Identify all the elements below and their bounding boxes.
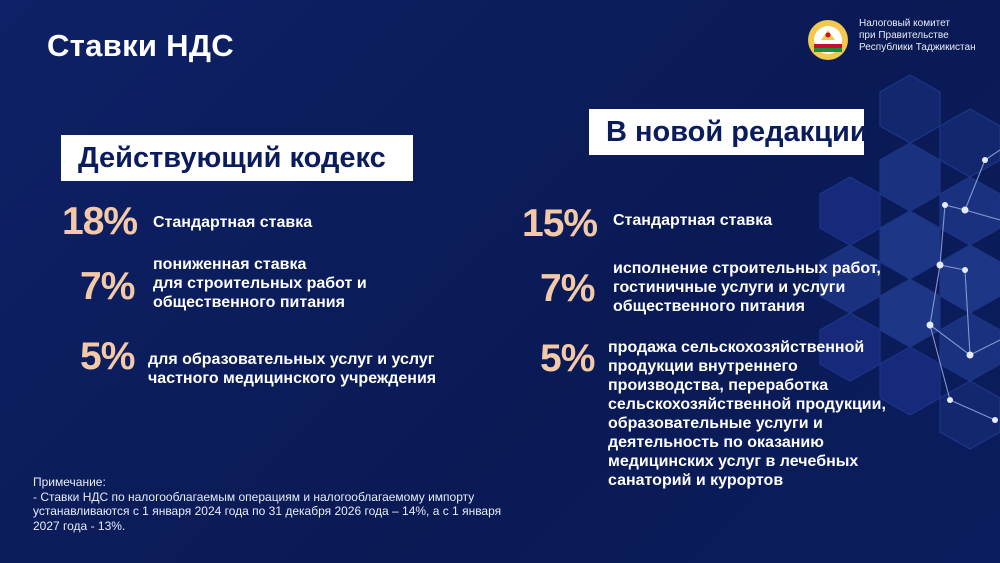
footnote-line: 2027 года - 13%. [33, 518, 126, 533]
tajikistan-emblem-icon [806, 18, 850, 62]
desc-line: исполнение строительных работ, [613, 260, 881, 277]
desc-line: пониженная ставка [153, 256, 307, 273]
current-rate-reduced-desc [153, 255, 367, 312]
desc-line: общественного питания [153, 294, 345, 311]
footnote-line: устанавливаются с 1 января 2024 года по 31 декабря 2026 года – 14%, а с 1 января [33, 504, 502, 518]
desc-line: для образовательных услуг и услуг [148, 351, 435, 368]
logo-line-2: при Правительстве [859, 30, 949, 41]
new-edition-heading: В новой редакции [590, 110, 863, 154]
desc-line: образовательные услуги и [608, 415, 823, 432]
new-rate-standard: 15% [522, 202, 598, 245]
desc-line: гостиничные услуги и услуги [613, 279, 846, 296]
logo-line-1: Налоговый комитет [859, 18, 950, 29]
desc-line: для строительных работ и [153, 275, 367, 292]
new-rate-agriculture: 5% [540, 337, 595, 380]
desc-line: общественного питания [613, 298, 805, 315]
desc-line: медицинских услуг в лечебных [608, 453, 859, 470]
footnote [33, 475, 573, 533]
new-rate-reduced-desc [613, 259, 881, 316]
desc-line: санаторий и курортов [608, 472, 784, 489]
page-title: Ставки НДС [47, 28, 234, 63]
footnote-heading: Примечание: [33, 475, 106, 489]
desc-line: Стандартная ставка [153, 214, 313, 231]
logo-line-3: Республики Таджикистан [859, 42, 976, 53]
current-code-heading: Действующий кодекс [62, 136, 412, 180]
logo [806, 16, 996, 62]
footnote-line: - Ставки НДС по налогооблагаемым операциям и налогооблагаемому импорту [33, 489, 475, 504]
current-rate-standard-desc [153, 213, 312, 232]
desc-line: сельскохозяйственной продукции, [608, 396, 886, 413]
current-rate-education-desc [148, 350, 436, 388]
desc-line: Стандартная ставка [613, 212, 773, 229]
new-rate-standard-desc [613, 211, 772, 230]
desc-line: деятельность по оказанию [608, 434, 824, 451]
desc-line: частного медицинского учреждения [148, 370, 437, 387]
desc-line: производства, переработка [608, 377, 829, 394]
desc-line: продажа сельскохозяйственной [608, 339, 865, 356]
current-rate-education: 5% [80, 335, 135, 378]
new-rate-agriculture-desc [608, 338, 886, 490]
new-rate-reduced: 7% [540, 267, 595, 310]
current-rate-reduced: 7% [80, 265, 135, 308]
desc-line: продукции внутреннего [608, 358, 798, 375]
current-rate-standard: 18% [62, 200, 138, 243]
logo-text [859, 18, 999, 54]
